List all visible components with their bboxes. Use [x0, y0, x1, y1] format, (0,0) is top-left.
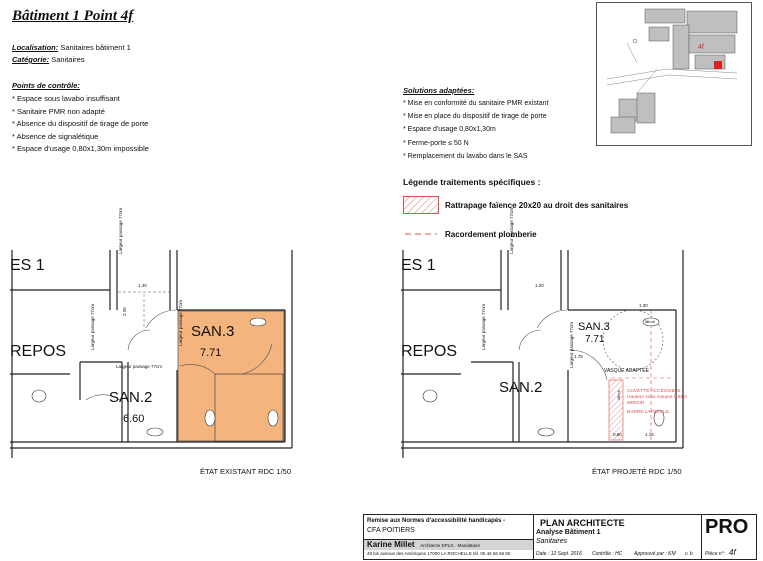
architect-band [364, 540, 533, 550]
vasque-label: VASQUE ADAPTÉE [604, 368, 649, 374]
control-point-item: * Espace d'usage 0,80x1,30m impossible [12, 144, 149, 153]
room-area-san2: 6.60 [123, 413, 145, 425]
dimension-label: 1.20 [535, 283, 544, 288]
site-plan-thumbnail [596, 2, 752, 146]
piece-label: Pièce n°: [705, 551, 726, 557]
room-label-san2: SAN.2 [499, 379, 543, 396]
plan-version: v. b [685, 551, 693, 557]
room-area-san3: 7.71 [585, 334, 605, 345]
passage-label: Largeur passage 77cm [178, 299, 183, 346]
room-area-san3: 7.71 [200, 347, 222, 359]
architect-address: 49 bis avenue des Amériques 17000 LA ROCHELLE tél. 05 46 56 56 50 [367, 551, 511, 556]
categorie-value: Sanitaires [51, 55, 85, 64]
dashed-line-icon [403, 230, 439, 238]
plan-note: Hauteur sous vasque 0,65m [627, 395, 687, 400]
plan-controle: Contrôle : HC [592, 551, 623, 557]
dimension-label: 1.75 [574, 354, 583, 359]
room-label-san3: SAN.3 [191, 323, 235, 340]
solutions-list [403, 97, 549, 163]
plan-title: PLAN ARCHITECTE [540, 518, 625, 528]
control-point-item: * Absence du dispositif de tirage de porte [12, 119, 149, 128]
passage-label: Largeur passage 77cm [118, 207, 123, 254]
solutions-heading: Solutions adaptées: [403, 86, 475, 95]
plan-existing-caption: ÉTAT EXISTANT RDC 1/50 [200, 467, 291, 476]
passage-label: Largeur passage 77cm [509, 207, 514, 254]
passage-label: Largeur passage 77cm [116, 364, 163, 369]
solution-item: * Remplacement du lavabo dans le SAS [403, 152, 528, 160]
passage-label: Largeur passage 77cm [569, 321, 574, 368]
plan-note: MIROIR [627, 401, 645, 406]
solution-item: * Espace d'usage 0,80x1,30m [403, 126, 496, 134]
control-point-item: * Absence de signalétique [12, 131, 99, 141]
room-label-repos: REPOS [401, 343, 458, 360]
plan-existing [10, 207, 295, 458]
solution-item: * Ferme-porte ≤ 50 N [403, 139, 469, 147]
plan-projected-caption: ÉTAT PROJETÉ RDC 1/50 [592, 467, 682, 476]
plan-note: CUVETTE ACCESSIBLE [627, 389, 681, 394]
localisation-line [12, 42, 131, 53]
room-label-es1: ES 1 [10, 257, 45, 274]
passage-label: Largeur passage 77cm [90, 303, 95, 350]
phase-code: PRO [705, 516, 749, 538]
legend-item-faience: Rattrapage faïence 20x20 au droit des sanitaires [445, 201, 629, 210]
room-label-repos: REPOS [10, 343, 67, 360]
categorie-label: Catégorie: [12, 55, 50, 64]
page-title: Bâtiment 1 Point 4f [12, 8, 134, 24]
points-controle-heading: Points de contrôle: [12, 81, 80, 90]
passage-label: Largeur passage 77cm [481, 303, 486, 350]
room-label-san3: SAN.3 [578, 321, 610, 333]
plan-note: BARRE LATÉRALE [627, 410, 670, 415]
plan-existing-drawing [10, 207, 295, 458]
hatch-swatch-icon [403, 196, 439, 214]
piece-number: 4f [729, 548, 736, 557]
title-block [363, 514, 757, 560]
categorie-line [12, 54, 85, 65]
site-plan-marker: 4f [698, 44, 704, 51]
plan-date: Date : 12 Sept. 2016 [536, 551, 582, 557]
solution-item: * Mise en conformité du sanitaire PMR existant [403, 100, 549, 107]
project-line-2: CFA POITIERS [367, 527, 415, 534]
legend-item-plomberie: Racordement plomberie [445, 230, 537, 239]
dimension-label: 0.80 [613, 432, 622, 437]
mirror-tag: Miroir [616, 390, 621, 400]
project-line-1: Remise aux Normes d'accessibilité handicapés - [367, 518, 506, 524]
site-plan-drawing [597, 3, 751, 145]
dimension-label: 1.15 [645, 432, 654, 437]
control-point-item: * Espace sous lavabo insuffisant [12, 94, 120, 103]
dimension-label: 1.30 [639, 303, 648, 308]
solution-item: * Mise en place du dispositif de tirage de porte [403, 113, 547, 121]
plan-approuve: Approuvé par : KM [634, 551, 676, 557]
dimension-label: 2.26 [122, 307, 127, 316]
dimension-label: 1.40 [138, 283, 147, 288]
points-controle-list [12, 93, 149, 156]
legend-title: Légende traitements spécifiques : [403, 177, 541, 187]
plan-subtitle: Analyse Bâtiment 1 [536, 529, 601, 536]
room-label-san2: SAN.2 [109, 389, 153, 406]
control-point-item: * Sanitaire PMR non adapté [12, 106, 105, 116]
plan-subtitle-2: Sanitaires [536, 538, 568, 545]
room-label-es1: ES 1 [401, 257, 436, 274]
localisation-value: Sanitaires bâtiment 1 [60, 43, 131, 52]
architect-name: Karine Millet [367, 540, 415, 549]
mirror-tag: Miroir [645, 319, 655, 324]
architect-title: Architecte DPLG . Mandataire [420, 543, 481, 548]
localisation-label: Localisation: [12, 43, 59, 52]
